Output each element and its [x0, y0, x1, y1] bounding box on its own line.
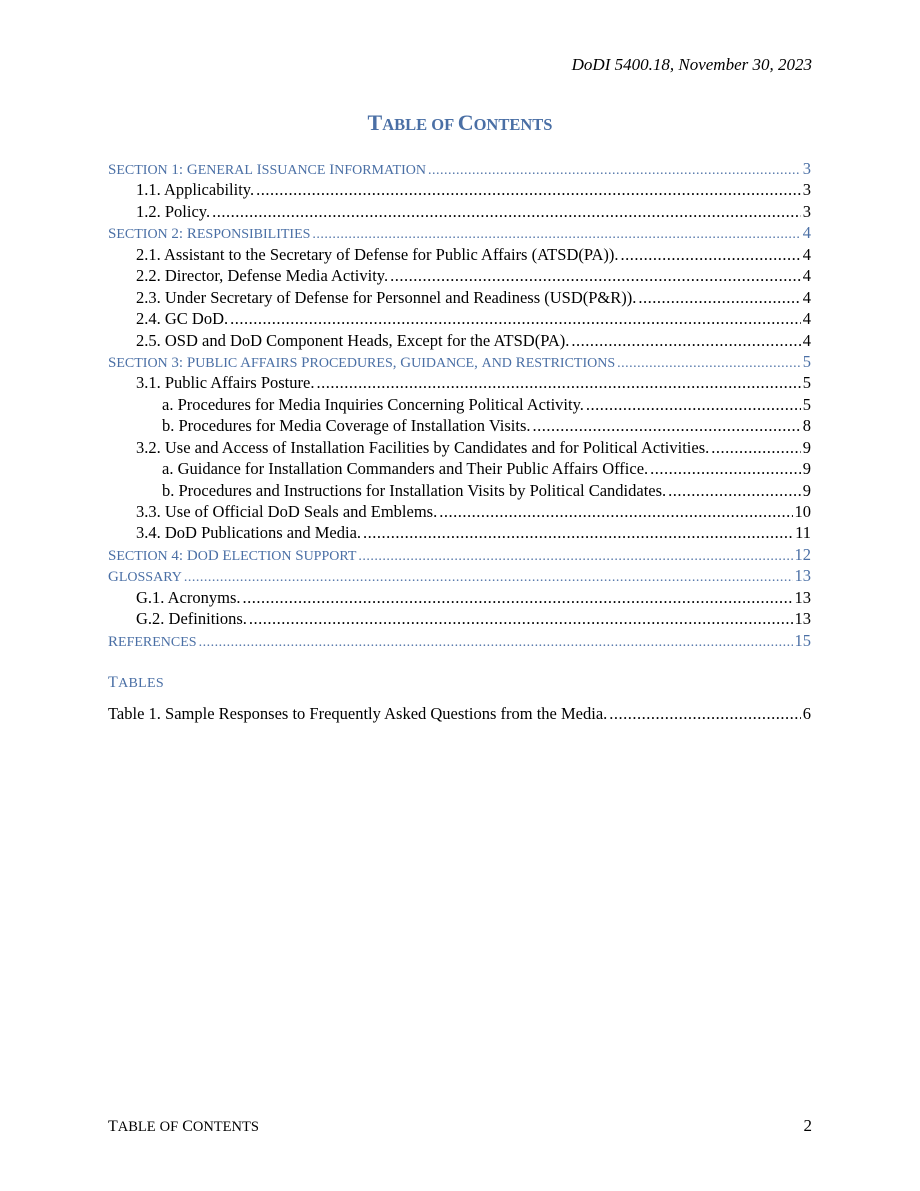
toc-entry-label: Table 1. Sample Responses to Frequently Asked Questions from the Media. [108, 704, 608, 723]
toc-entry[interactable] [108, 458, 811, 479]
toc-leader-dots [230, 308, 801, 329]
toc-leader-dots [638, 287, 800, 308]
toc-leader-dots [571, 330, 800, 351]
toc-entry-page: 4 [802, 309, 811, 329]
toc-entry-page: 9 [802, 480, 811, 500]
toc-entry-label: 3.3. Use of Official DoD Seals and Emblems. [136, 502, 438, 521]
toc-entry[interactable] [108, 587, 811, 608]
toc-entry-page: 6 [802, 704, 811, 723]
toc-leader-dots [184, 567, 793, 588]
toc-entry-page: 4 [802, 266, 811, 286]
toc-leader-dots [586, 394, 801, 415]
tables-list [108, 703, 811, 724]
toc-entry-label: 2.1. Assistant to the Secretary of Defense for Public Affairs (ATSD(PA)). [136, 244, 619, 264]
toc-leader-dots [533, 415, 801, 436]
toc-entry-label: SECTION 3: PUBLIC AFFAIRS PROCEDURES, GUIDANCE, AND RESTRICTIONS [108, 354, 616, 371]
toc-entry-page: 5 [802, 351, 811, 371]
toc-entry-label: G.2. Definitions. [136, 609, 247, 629]
toc-leader-dots [439, 501, 792, 522]
toc-entry[interactable] [108, 287, 811, 308]
toc-entry-label: 3.4. DoD Publications and Media. [136, 523, 362, 543]
toc-entry-page: 12 [794, 544, 811, 564]
toc-entry[interactable] [108, 522, 811, 543]
toc-entry-page: 13 [794, 587, 811, 607]
tables-heading: TABLES [108, 674, 164, 691]
toc-section-entry[interactable] [108, 544, 811, 565]
document-header: DoDI 5400.18, November 30, 2023 [571, 55, 812, 74]
toc-title [0, 110, 920, 136]
toc-entry-page: 13 [794, 566, 811, 586]
toc-entry-label: b. Procedures and Instructions for Installation Visits by Political Candidates. [162, 480, 667, 500]
toc-entry-label: G.1. Acronyms. [136, 587, 241, 607]
toc-entry-page: 3 [802, 180, 811, 200]
toc-section-entry[interactable] [108, 351, 811, 372]
toc-title-part: C [457, 110, 474, 135]
toc-entry-label: 2.2. Director, Defense Media Activity. [136, 266, 389, 286]
toc-entry-page: 5 [802, 394, 811, 414]
toc-entry[interactable] [108, 265, 811, 286]
footer-page-number: 2 [803, 1116, 812, 1135]
toc-leader-dots [212, 201, 801, 222]
toc-entry-label: GLOSSARY [108, 569, 182, 586]
toc-entry-page: 4 [802, 287, 811, 307]
toc-entry[interactable] [108, 703, 811, 724]
toc-leader-dots [428, 160, 801, 181]
toc-section-entry[interactable] [108, 222, 811, 243]
toc-entry-page: 13 [794, 609, 811, 629]
toc-title-part: T [367, 110, 383, 135]
toc-entry[interactable] [108, 372, 811, 393]
toc-leader-dots [363, 522, 793, 543]
toc-leader-dots [617, 353, 801, 374]
toc-leader-dots [668, 480, 801, 501]
toc-entry-page: 11 [795, 523, 811, 543]
toc-section-entry[interactable] [108, 565, 811, 586]
toc-entry-page: 9 [802, 459, 811, 479]
toc-entry-label: 2.5. OSD and DoD Component Heads, Except for the ATSD(PA). [136, 330, 570, 350]
toc-entry-label: a. Guidance for Installation Commanders and Their Public Affairs Office. [162, 459, 649, 479]
toc-entry-page: 5 [802, 373, 811, 393]
toc-entry-label: 1.2. Policy. [136, 201, 211, 221]
toc-entry[interactable] [108, 608, 811, 629]
toc-leader-dots [609, 703, 800, 724]
toc-entry-label: a. Procedures for Media Inquiries Concerning Political Activity. [162, 394, 584, 414]
toc-title-part: ONTENTS [473, 115, 553, 134]
toc-leader-dots [312, 224, 800, 245]
toc-entry-label: SECTION 1: GENERAL ISSUANCE INFORMATION [108, 162, 426, 178]
toc-entry-page: 4 [802, 244, 811, 264]
toc-leader-dots [711, 437, 800, 458]
toc-entry[interactable] [108, 179, 811, 200]
toc-entry-label: 3.2. Use and Access of Installation Facilities by Candidates and for Political Activities. [136, 437, 710, 457]
footer-section-title: TABLE OF CONTENTS [108, 1118, 259, 1135]
toc-entry[interactable] [108, 480, 811, 501]
toc-leader-dots [358, 546, 792, 567]
toc-entry[interactable] [108, 308, 811, 329]
toc-entry[interactable] [108, 330, 811, 351]
toc-entry-page: 3 [802, 201, 811, 221]
toc-section-entry[interactable] [108, 630, 811, 651]
toc-entry-label: SECTION 2: RESPONSIBILITIES [108, 226, 311, 243]
toc-entry-page: 9 [802, 437, 811, 457]
toc-entry[interactable] [108, 394, 811, 415]
toc-section-entry[interactable] [108, 158, 811, 179]
toc-leader-dots [621, 244, 801, 265]
toc-entry-label: SECTION 4: DOD ELECTION SUPPORT [108, 547, 357, 564]
toc-leader-dots [316, 372, 800, 393]
toc-entry-label: 3.1. Public Affairs Posture. [136, 373, 315, 393]
toc-entry-label: 2.4. GC DoD. [136, 309, 229, 329]
toc-entry[interactable] [108, 437, 811, 458]
toc-entry[interactable] [108, 244, 811, 265]
toc-leader-dots [249, 608, 793, 629]
toc-title-part: ABLE OF [382, 115, 458, 134]
toc-entry-label: 1.1. Applicability. [136, 180, 255, 200]
toc-entry-page: 4 [802, 330, 811, 350]
toc-entry-page: 8 [802, 416, 811, 436]
toc-leader-dots [256, 179, 801, 200]
toc-entry-label: REFERENCES [108, 633, 197, 650]
toc-entry-label: 2.3. Under Secretary of Defense for Personnel and Readiness (USD(P&R)). [136, 287, 637, 307]
toc-leader-dots [650, 458, 801, 479]
toc-entry-page: 4 [802, 223, 811, 243]
toc-leader-dots [199, 632, 793, 653]
toc-entry-page: 15 [794, 630, 811, 650]
toc-list [108, 158, 811, 651]
toc-entry[interactable] [108, 201, 811, 222]
toc-leader-dots [243, 587, 793, 608]
toc-entry[interactable] [108, 415, 811, 436]
toc-entry-page: 3 [802, 159, 811, 178]
toc-entry[interactable] [108, 501, 811, 522]
toc-entry-label: b. Procedures for Media Coverage of Installation Visits. [162, 416, 531, 436]
toc-leader-dots [390, 265, 801, 286]
toc-entry-page: 10 [794, 502, 811, 521]
